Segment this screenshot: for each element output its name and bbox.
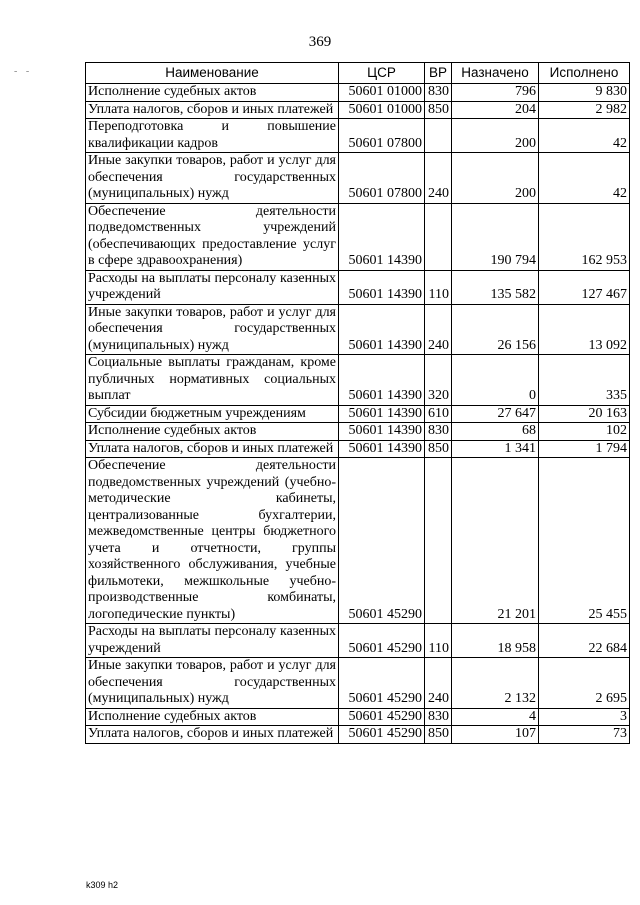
table-row xyxy=(86,119,630,153)
cell-executed: 335 xyxy=(539,355,630,406)
table-header-row xyxy=(86,63,630,84)
cell-assigned: 135 582 xyxy=(452,270,539,304)
cell-name: Обеспечение деятельности подведомственных учреждений (обеспечивающих предоставление услуг в сфере здравоохранения) xyxy=(86,203,339,270)
cell-executed: 42 xyxy=(539,153,630,204)
cell-name: Переподготовка и повышение квалификации кадров xyxy=(86,119,339,153)
cell-vr: 830 xyxy=(425,423,452,441)
budget-table xyxy=(85,62,630,744)
cell-code: 50601 07800 xyxy=(339,153,425,204)
table-row xyxy=(86,355,630,406)
cell-assigned: 68 xyxy=(452,423,539,441)
cell-code: 50601 14390 xyxy=(339,423,425,441)
cell-name: Расходы на выплаты персоналу казенных учреждений xyxy=(86,624,339,658)
cell-name: Исполнение судебных актов xyxy=(86,84,339,102)
cell-code: 50601 14390 xyxy=(339,355,425,406)
table-row xyxy=(86,708,630,726)
cell-executed: 162 953 xyxy=(539,203,630,270)
table-row xyxy=(86,458,630,624)
cell-code: 50601 45290 xyxy=(339,624,425,658)
cell-executed: 3 xyxy=(539,708,630,726)
cell-name: Иные закупки товаров, работ и услуг для обеспечения государственных (муниципальных) нужд xyxy=(86,153,339,204)
cell-name: Уплата налогов, сборов и иных платежей xyxy=(86,440,339,458)
cell-assigned: 4 xyxy=(452,708,539,726)
cell-executed: 22 684 xyxy=(539,624,630,658)
cell-executed: 1 794 xyxy=(539,440,630,458)
scan-mark: - - xyxy=(14,66,33,77)
cell-executed: 9 830 xyxy=(539,84,630,102)
cell-assigned: 200 xyxy=(452,119,539,153)
cell-assigned: 204 xyxy=(452,101,539,119)
cell-executed: 73 xyxy=(539,726,630,744)
cell-vr: 850 xyxy=(425,726,452,744)
cell-vr: 830 xyxy=(425,84,452,102)
cell-name: Обеспечение деятельности подведомственных учреждений (учебно-методические кабинеты, централизованные бухгалтерии, межведомственные центры бюджетного учета и отчетности, группы хозяйственного обслуживания, учебные фильмотеки, межшкольные учебно-производственные комбинаты, логопедические пункты) xyxy=(86,458,339,624)
cell-executed: 20 163 xyxy=(539,405,630,423)
cell-executed: 25 455 xyxy=(539,458,630,624)
header-code: ЦСР xyxy=(339,63,425,84)
cell-name: Иные закупки товаров, работ и услуг для обеспечения государственных (муниципальных) нужд xyxy=(86,304,339,355)
cell-code: 50601 45290 xyxy=(339,708,425,726)
cell-executed: 102 xyxy=(539,423,630,441)
cell-vr: 240 xyxy=(425,658,452,709)
cell-assigned: 0 xyxy=(452,355,539,406)
cell-vr: 830 xyxy=(425,708,452,726)
cell-assigned: 796 xyxy=(452,84,539,102)
cell-assigned: 21 201 xyxy=(452,458,539,624)
cell-code: 50601 01000 xyxy=(339,101,425,119)
cell-vr: 240 xyxy=(425,304,452,355)
cell-vr: 240 xyxy=(425,153,452,204)
cell-assigned: 26 156 xyxy=(452,304,539,355)
cell-name: Исполнение судебных актов xyxy=(86,423,339,441)
cell-name: Исполнение судебных актов xyxy=(86,708,339,726)
cell-vr: 110 xyxy=(425,624,452,658)
header-name: Наименование xyxy=(86,63,339,84)
cell-assigned: 190 794 xyxy=(452,203,539,270)
cell-code: 50601 14390 xyxy=(339,203,425,270)
table-row xyxy=(86,153,630,204)
table-row xyxy=(86,726,630,744)
cell-code: 50601 14390 xyxy=(339,304,425,355)
cell-executed: 2 982 xyxy=(539,101,630,119)
cell-code: 50601 14390 xyxy=(339,405,425,423)
table-row xyxy=(86,304,630,355)
cell-assigned: 107 xyxy=(452,726,539,744)
cell-name: Уплата налогов, сборов и иных платежей xyxy=(86,101,339,119)
cell-code: 50601 45290 xyxy=(339,458,425,624)
cell-code: 50601 45290 xyxy=(339,658,425,709)
table-row xyxy=(86,624,630,658)
table-row xyxy=(86,423,630,441)
cell-vr xyxy=(425,458,452,624)
table-row xyxy=(86,440,630,458)
cell-code: 50601 07800 xyxy=(339,119,425,153)
table-row xyxy=(86,658,630,709)
cell-code: 50601 45290 xyxy=(339,726,425,744)
cell-vr: 110 xyxy=(425,270,452,304)
header-executed: Исполнено xyxy=(539,63,630,84)
cell-vr: 850 xyxy=(425,101,452,119)
footer-code: k309 h2 xyxy=(86,880,119,890)
cell-executed: 2 695 xyxy=(539,658,630,709)
cell-vr: 320 xyxy=(425,355,452,406)
cell-assigned: 18 958 xyxy=(452,624,539,658)
table-row xyxy=(86,203,630,270)
header-vr: ВР xyxy=(425,63,452,84)
table-body xyxy=(86,84,630,744)
cell-name: Расходы на выплаты персоналу казенных учреждений xyxy=(86,270,339,304)
cell-vr: 850 xyxy=(425,440,452,458)
cell-executed: 127 467 xyxy=(539,270,630,304)
cell-vr xyxy=(425,203,452,270)
page-number: 369 xyxy=(308,34,332,50)
table-row xyxy=(86,101,630,119)
table-row xyxy=(86,84,630,102)
header-assigned: Назначено xyxy=(452,63,539,84)
cell-name: Иные закупки товаров, работ и услуг для обеспечения государственных (муниципальных) нужд xyxy=(86,658,339,709)
cell-assigned: 27 647 xyxy=(452,405,539,423)
cell-name: Субсидии бюджетным учреждениям xyxy=(86,405,339,423)
cell-vr xyxy=(425,119,452,153)
cell-name: Социальные выплаты гражданам, кроме публичных нормативных социальных выплат xyxy=(86,355,339,406)
cell-assigned: 2 132 xyxy=(452,658,539,709)
cell-code: 50601 14390 xyxy=(339,270,425,304)
cell-code: 50601 01000 xyxy=(339,84,425,102)
cell-executed: 42 xyxy=(539,119,630,153)
table-row xyxy=(86,270,630,304)
cell-name: Уплата налогов, сборов и иных платежей xyxy=(86,726,339,744)
cell-vr: 610 xyxy=(425,405,452,423)
cell-assigned: 200 xyxy=(452,153,539,204)
table-row xyxy=(86,405,630,423)
cell-executed: 13 092 xyxy=(539,304,630,355)
cell-assigned: 1 341 xyxy=(452,440,539,458)
cell-code: 50601 14390 xyxy=(339,440,425,458)
